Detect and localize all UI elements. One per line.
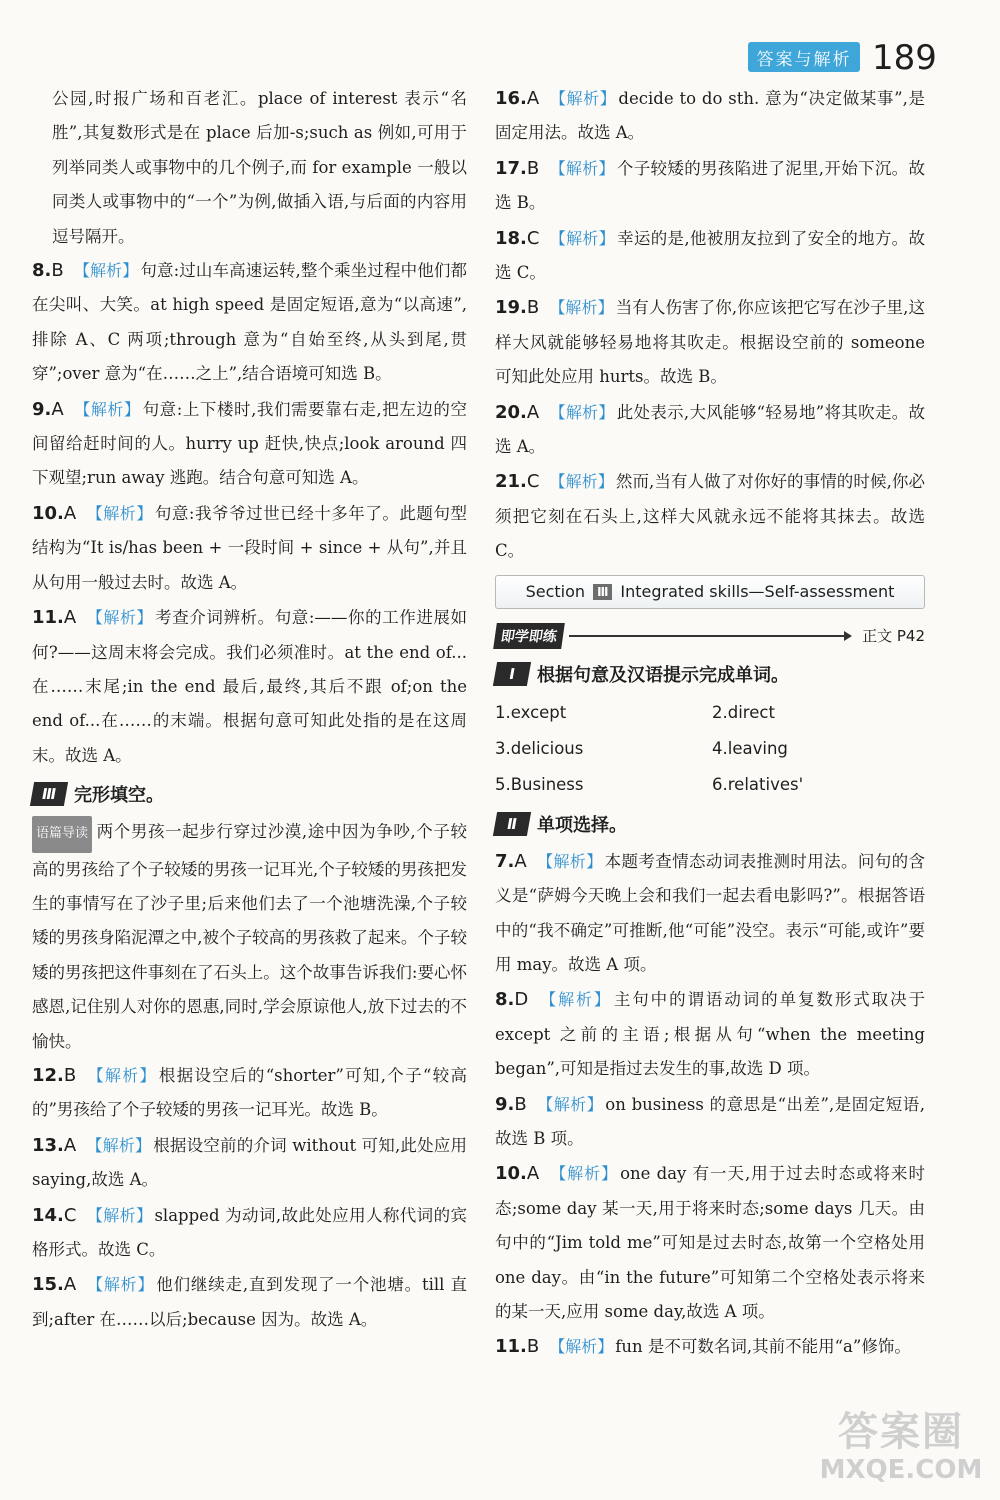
explanation-tag: 【解析】 (549, 89, 617, 108)
answer-number: 18. (495, 227, 527, 249)
answer-number: 10. (32, 502, 64, 524)
answer-item (495, 845, 925, 983)
answer-item (32, 601, 467, 773)
explanation-tag: 【解析】 (86, 1065, 157, 1085)
explanation-text: 根据设空前的介词 without 可知,此处应用 saying,故选 A。 (32, 1135, 467, 1190)
explanation-text: 考查介词辨析。句意:——你的工作进展如何?——这周末将会完成。我们必须准时。at the end of...在……末尾;in the end 最后,最终,其后不跟 of;on the end of...在……的末端。根据句意可知此处指的是在这周末。故选 A。 (32, 608, 467, 765)
explanation-tag: 【解析】 (536, 1094, 604, 1114)
intro-label-badge: 语篇导读 (32, 816, 92, 852)
section-title: 根据句意及汉语提示完成单词。 (537, 664, 789, 686)
page-number: 189 (872, 38, 937, 78)
explanation-tag: 【解析】 (86, 503, 153, 523)
section-roman-badge: Ⅲ (593, 584, 612, 600)
explanation-text: 本题考查情态动词表推测时用法。问句的含义是“萨姆今天晚上会和我们一起去看电影吗?”。根据答语中的“我不确定”可推断,他“可能”没空。表示“可能,或许”要用 may。故选 A 项。 (495, 851, 925, 974)
answer-choice: A (63, 1274, 77, 1296)
explanation-text: 句意:上下楼时,我们需要靠右走,把左边的空间留给赶时间的人。hurry up 赶快,快点;look around 四下观望;run away 逃跑。结合句意可知选 A。 (32, 399, 467, 488)
explanation-text: on business 的意思是“出差”,是固定短语,故选 B 项。 (495, 1094, 925, 1148)
answer-number: 16. (495, 88, 527, 109)
answer-item (495, 152, 925, 221)
explanation-tag: 【解析】 (86, 1135, 152, 1155)
answer-item (32, 393, 467, 496)
answer-choice: C (526, 227, 540, 249)
explanation-tag: 【解析】 (73, 261, 139, 281)
left-answer-list-a (32, 254, 467, 773)
answer-item (32, 497, 467, 600)
explanation-tag: 【解析】 (549, 402, 615, 422)
section-heading-cloze (32, 776, 467, 812)
answer-choice: D (514, 989, 529, 1011)
explanation-text: slapped 为动词,故此处应用人称代词的宾格形式。故选 C。 (32, 1205, 467, 1259)
explanation-text: 句意:我爷爷过世已经十多年了。此题句型结构为“It is/has been + 一段时间 + since + 从句”,并且从句用一般过去时。故选 A。 (32, 503, 467, 592)
explanation-text: fun 是不可数名词,其前不能用“a”修饰。 (615, 1337, 911, 1357)
answer-choice: C (63, 1204, 77, 1226)
answer-choice: A (63, 1134, 77, 1156)
watermark-url: MXQE.COM (819, 1455, 983, 1485)
answer-choice: C (526, 471, 540, 493)
explanation-text: 当有人伤害了你,你应该把它写在沙子里,这样大风就能够轻易地将其吹走。根据设空前的 someone 可知此处应用 hurts。故选 B。 (495, 298, 925, 387)
answer-choice: B (63, 1064, 77, 1086)
left-column (32, 82, 467, 1338)
answer-item (495, 465, 925, 568)
section-title: 完形填空。 (74, 785, 164, 807)
answer-item (32, 1129, 467, 1198)
answer-item (32, 1268, 467, 1337)
word-answer: 2.direct (712, 702, 775, 722)
explanation-text: 主句中的谓语动词的单复数形式取决于 except 之前的主语;根据从句“when the meeting began”,可知是指过去发生的事,故选 D 项。 (495, 990, 925, 1079)
answer-item (495, 1330, 925, 1364)
answer-number: 14. (32, 1204, 64, 1226)
explanation-text: one day 有一天,用于过去时态或将来时态;some day 某一天,用于将来时态;some days 几天。由句中的“Jim told me”可知是过去时态,故第一个空格处用 one day。由“in the future”可知第二个空格处表示将来的某一天,应用 some day,故选 A 项。 (495, 1164, 925, 1321)
section-heading-choice (495, 806, 925, 842)
intro-text: 两个男孩一起步行穿过沙漠,途中因为争吵,个子较高的男孩给了个子较矮的男孩一记耳光,个子较矮的男孩把发生的事情写在了沙子里;后来他们去了一个池塘洗澡,个子较矮的男孩身陷泥潭之中,被个子较高的男孩救了起来。个子较矮的男孩把这件事刻在了石头上。这个故事告诉我们:要心怀感恩,记住别人对你的恩惠,同时,学会原谅他人,放下过去的不愉快。 (32, 822, 467, 1051)
arrow-line-icon (569, 635, 850, 637)
answer-number: 13. (32, 1134, 64, 1156)
explanation-tag: 【解析】 (549, 228, 616, 248)
answer-number: 11. (32, 607, 64, 629)
explanation-tag: 【解析】 (549, 1337, 614, 1357)
answer-number: 20. (495, 401, 527, 423)
explanation-text: 根据设空后的“shorter”可知,个子“较高的”男孩给了个子较矮的男孩一记耳光。故选 B。 (32, 1065, 467, 1120)
section-prefix: Section (525, 582, 586, 602)
answer-number: 12. (32, 1064, 64, 1086)
roman-numeral-badge: Ⅲ (30, 782, 68, 806)
answer-choice: B (526, 1336, 540, 1358)
answer-item (495, 396, 925, 465)
answer-number: 8. (32, 260, 52, 282)
answer-number: 9. (32, 398, 52, 420)
explanation-tag: 【解析】 (86, 1205, 153, 1225)
answer-number: 10. (495, 1163, 527, 1185)
answer-item (495, 222, 925, 291)
answer-number: 21. (495, 471, 527, 493)
answer-choice: B (514, 1093, 527, 1115)
passage-intro (32, 815, 467, 1059)
answer-choice: A (51, 398, 64, 420)
answer-item (32, 1059, 467, 1128)
roman-numeral-badge: Ⅱ (493, 812, 531, 836)
explanation-text: decide to do sth. 意为“决定做某事”,是固定用法。故选 A。 (495, 89, 925, 143)
explanation-text: 他们继续走,直到发现了一个池塘。till 直到;after 在……以后;because 因为。故选 A。 (32, 1275, 467, 1329)
word-answer: 5.Business (495, 774, 584, 794)
answer-item (495, 291, 925, 394)
explanation-tag: 【解析】 (549, 158, 615, 178)
explanation-tag: 【解析】 (86, 608, 154, 628)
practice-label: 即学即练 (493, 623, 565, 649)
page-reference: 正文 P42 (862, 627, 925, 646)
answer-number: 15. (32, 1274, 64, 1296)
explanation-text: 此处表示,大风能够“轻易地”将其吹走。故选 A。 (495, 402, 925, 457)
section-heading-words (495, 656, 925, 692)
watermark-logo (806, 1410, 996, 1495)
continuation-paragraph: 公园,时报广场和百老汇。place of interest 表示“名胜”,其复数形式是在 place 后加-s;such as 例如,可用于列举同类人或事物中的几个例子,而 for example 一般以同类人或事物中的“一个”为例,做插入语,与后面的内容用逗号隔开。 (52, 89, 467, 246)
answer-number: 8. (495, 989, 515, 1011)
explanation-text: 幸运的是,他被朋友拉到了安全的地方。故选 C。 (495, 228, 925, 283)
answer-number: 7. (495, 850, 515, 872)
section-banner (495, 575, 925, 609)
right-answer-list-b (495, 845, 925, 1365)
answer-item (495, 983, 925, 1086)
explanation-text: 句意:过山车高速运转,整个乘坐过程中他们都在尖叫、大笑。at high speed 是固定短语,意为“以高速”,排除 A、C 两项;through 意为“自始至终,从头到尾,贯穿”;over 意为“在……之上”,结合语境可知选 B。 (32, 261, 467, 384)
answer-item (495, 82, 925, 151)
answer-item (32, 254, 467, 392)
answer-choice: B (51, 260, 64, 282)
section-banner-title: Integrated skills—Self-assessment (620, 582, 895, 602)
answer-number: 11. (495, 1336, 527, 1358)
word-answer: 6.relatives' (712, 774, 804, 794)
answer-choice: A (63, 502, 77, 524)
answer-item (495, 1157, 925, 1329)
watermark-text: 答案圈 (838, 1409, 964, 1455)
answer-item (495, 1088, 925, 1157)
answer-choice: B (526, 297, 540, 319)
answer-number: 9. (495, 1093, 515, 1115)
explanation-tag: 【解析】 (86, 1275, 155, 1295)
explanation-text: 然而,当有人做了对你好的事情的时候,你必须把它刻在石头上,这样大风就永远不能将其抹去。故选 C。 (495, 472, 925, 561)
word-answer-grid (495, 695, 925, 803)
section-title: 单项选择。 (537, 814, 627, 836)
explanation-tag: 【解析】 (549, 298, 614, 318)
explanation-tag: 【解析】 (549, 1164, 619, 1184)
answer-item (32, 1199, 467, 1268)
answer-choice: A (526, 88, 540, 109)
practice-bar (495, 619, 925, 653)
header-section-tag: 答案与解析 (748, 42, 860, 72)
answer-choice: A (526, 1163, 540, 1185)
right-answer-list-a (495, 82, 925, 569)
word-answer: 1.except (495, 702, 567, 722)
answer-choice: A (514, 850, 527, 872)
word-answer: 3.delicious (495, 738, 584, 758)
explanation-tag: 【解析】 (73, 399, 141, 419)
answer-number: 19. (495, 297, 527, 319)
answer-choice: B (526, 157, 540, 179)
explanation-tag: 【解析】 (538, 990, 612, 1010)
explanation-tag: 【解析】 (536, 851, 603, 871)
answer-number: 17. (495, 157, 527, 179)
right-column (495, 82, 925, 1366)
explanation-text: 个子较矮的男孩陷进了泥里,开始下沉。故选 B。 (495, 158, 925, 213)
explanation-tag: 【解析】 (549, 472, 614, 492)
left-answer-list-b (32, 1059, 467, 1337)
answer-choice: A (63, 607, 77, 629)
word-answer: 4.leaving (712, 738, 788, 758)
answer-choice: A (526, 401, 540, 423)
roman-numeral-badge: Ⅰ (493, 662, 531, 686)
